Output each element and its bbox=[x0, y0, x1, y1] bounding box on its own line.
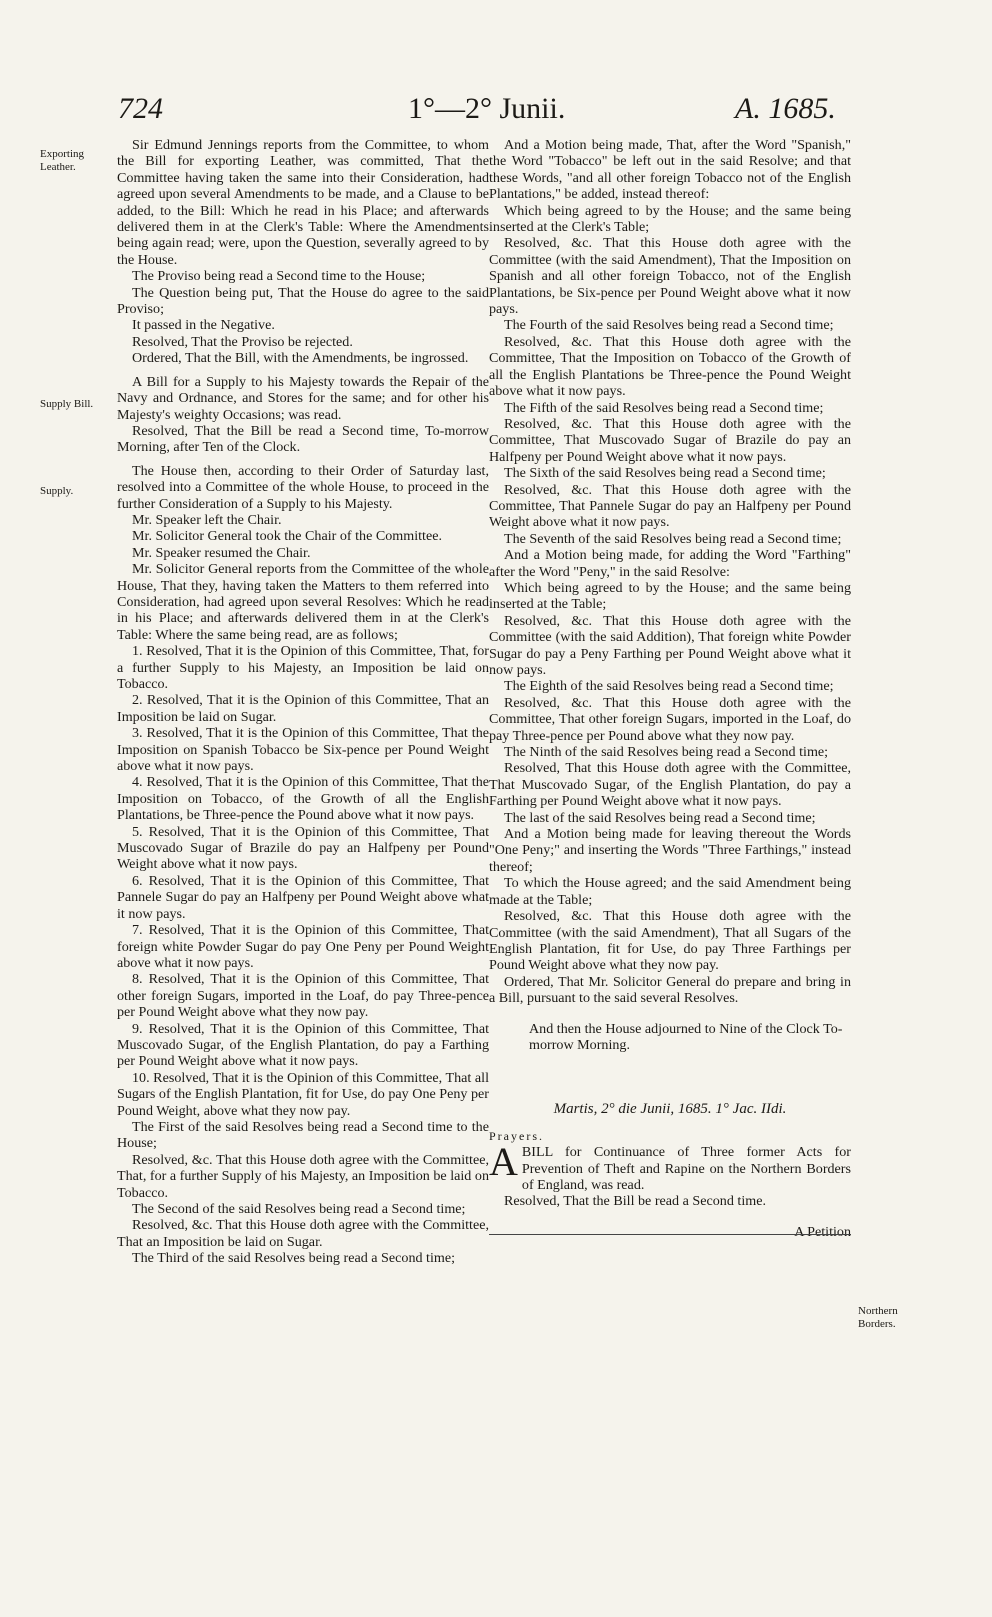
paragraph: Ordered, That Mr. Solicitor General do prepare and bring in a Bill, pursuant to the said several Resolves. bbox=[489, 973, 851, 1007]
paragraph: Which being agreed to by the House; and the same being inserted at the Table; bbox=[489, 579, 851, 613]
right-column bbox=[489, 137, 851, 1240]
paragraph: 3. Resolved, That it is the Opinion of this Committee, That the Imposition on Spanish Tobacco be Six-pence per Pound Weight above what it now pays. bbox=[117, 725, 489, 775]
paragraph: Resolved, &c. That this House doth agree with the Committee (with the said Amendment), That all Sugars of the English Plantation, fit for Use, do pay Three Farthings per Pound Weight above what they now pay. bbox=[489, 908, 851, 974]
paragraph: Resolved, &c. That this House doth agree with the Committee, That, for a further Supply of his Majesty, an Imposition be laid on Tobacco. bbox=[117, 1151, 489, 1201]
paragraph: The First of the said Resolves being read a Second time to the House; bbox=[117, 1118, 489, 1152]
margin-note-supply: Supply. bbox=[40, 485, 74, 497]
page-number: 724 bbox=[118, 92, 163, 125]
bill-text: BILL for Continuance of Three former Acts for Prevention of Theft and Rapine on the Northern Borders of England, was read. bbox=[521, 1144, 851, 1193]
margin-note-supply-bill: Supply Bill. bbox=[40, 398, 94, 410]
margin-note-exporting: Exporting Leather. bbox=[40, 148, 84, 173]
paragraph: Resolved, &c. That this House doth agree with the Committee, That Pannele Sugar do pay an Halfpeny per Pound Weight above what it now pays. bbox=[489, 481, 851, 531]
paragraph: It passed in the Negative. bbox=[132, 317, 275, 334]
paragraph: A Bill for a Supply to his Majesty towards the Repair of the Navy and Ordnance, and Stores for the same; and for other his Majesty's weighty Occasions; was read. bbox=[117, 373, 489, 423]
paragraph: 2. Resolved, That it is the Opinion of this Committee, That an Imposition be laid on Sugar. bbox=[117, 692, 489, 725]
paragraph: The Eighth of the said Resolves being read a Second time; bbox=[504, 678, 834, 695]
drop-cap: A bbox=[489, 1139, 518, 1185]
paragraph: Resolved, &c. That this House doth agree with the Committee, That other foreign Sugars, imported in the Loaf, do pay Three-pence per Pound above what they now pay. bbox=[489, 694, 851, 744]
paragraph: The Third of the said Resolves being read a Second time; bbox=[132, 1250, 456, 1267]
paragraph: The Second of the said Resolves being read a Second time; bbox=[132, 1201, 466, 1217]
paragraph: The Ninth of the said Resolves being read a Second time; bbox=[504, 744, 829, 761]
paragraph: Resolved, &c. That this House doth agree with the Committee (with the said Addition), That foreign white Powder Sugar do pay a Peny Farthing per Pound Weight above what it now pays. bbox=[489, 612, 851, 678]
prayers-heading: Prayers. bbox=[489, 1128, 544, 1143]
paragraph: Mr. Solicitor General took the Chair of the Committee. bbox=[132, 528, 443, 545]
paragraph: The Proviso being read a Second time to the House; bbox=[132, 268, 426, 285]
paragraph: 4. Resolved, That it is the Opinion of this Committee, That the Imposition on Tobacco, of the Growth of all the English Plantations, be Three-pence the Pound above what it now pays. bbox=[117, 774, 489, 824]
paragraph: Ordered, That the Bill, with the Amendments, be ingrossed. bbox=[132, 350, 469, 367]
page-date-header: 1°—2° Junii. bbox=[408, 92, 566, 125]
paragraph: Resolved, &c. That this House doth agree with the Committee, That the Imposition on Tobacco of the Growth of all the English Plantations be Three-pence the Pound Weight above what it now pays. bbox=[489, 333, 851, 400]
paragraph: 5. Resolved, That it is the Opinion of this Committee, That Muscovado Sugar of Brazile do pay an Halfpeny per Pound Weight above what it now pays. bbox=[117, 823, 489, 873]
paragraph: And a Motion being made, for adding the Word "Farthing" after the Word "Peny," in the said Resolve: bbox=[489, 547, 851, 580]
paragraph bbox=[489, 1139, 851, 1193]
paragraph: The Sixth of the said Resolves being read a Second time; bbox=[504, 465, 826, 482]
paragraph: To which the House agreed; and the said Amendment being made at the Table; bbox=[489, 875, 851, 908]
catchword: A Petition bbox=[794, 1223, 851, 1240]
adjournment: And then the House adjourned to Nine of the Clock To-morrow Morning. bbox=[529, 1020, 843, 1053]
paragraph: 8. Resolved, That it is the Opinion of this Committee, That other foreign Sugars, imported in the Loaf, do pay Three-pence per Pound Weight above what they now pay. bbox=[117, 971, 489, 1021]
paragraph: 9. Resolved, That it is the Opinion of this Committee, That Muscovado Sugar, of the English Plantation, do pay a Farthing per Pound Weight above what it now pays. bbox=[117, 1020, 489, 1070]
section-divider bbox=[489, 1234, 851, 1235]
paragraph: 6. Resolved, That it is the Opinion of this Committee, That Pannele Sugar do pay an Halfpeny per Pound Weight above what it now pays. bbox=[117, 872, 489, 922]
paragraph: Mr. Speaker resumed the Chair. bbox=[132, 544, 311, 561]
paragraph: Mr. Solicitor General reports from the Committee of the whole House, That they, having taken the Matters to them referred into Consideration, had agreed upon several Resolves: Which he read in his Place; and afterwards delivered them in at the Clerk's Table: Where the same being read, are as follows; bbox=[117, 561, 489, 643]
paragraph: The Fourth of the said Resolves being read a Second time; bbox=[504, 317, 834, 334]
paragraph: The Seventh of the said Resolves being read a Second time; bbox=[504, 530, 842, 547]
paragraph: The House then, according to their Order of Saturday last, resolved into a Committee of the whole House, to proceed in the further Consideration of a Supply to his Majesty. bbox=[117, 462, 489, 512]
paragraph: Sir Edmund Jennings reports from the Committee, to whom the Bill for exporting Leather, was committed, That the Committee having taken the same into their Consideration, had agreed upon several Amendments to be made, and a Clause to be added, to the Bill: Which he read in his Place; and afterwards delivered them in at the Clerk's Table: Where the Amendments being again read; were, upon the Question, severally agreed to by the House. bbox=[117, 137, 489, 268]
paragraph: And a Motion being made, That, after the Word "Spanish," the Word "Tobacco" be left out in the said Resolve; and that these Words, "and all other foreign Tobacco not of the English Plantations," be added, instead thereof: bbox=[489, 137, 851, 203]
paragraph: The Question being put, That the House do agree to the said Proviso; bbox=[117, 284, 489, 318]
paragraph: Which being agreed to by the House; and the same being inserted at the Clerk's Table; bbox=[489, 202, 851, 236]
paragraph: 1. Resolved, That it is the Opinion of this Committee, That, for a further Supply to his Majesty, an Imposition be laid on Tobacco. bbox=[117, 643, 489, 692]
paragraph: Resolved, That the Bill be read a Second time. bbox=[504, 1193, 766, 1210]
paragraph: Mr. Speaker left the Chair. bbox=[132, 511, 282, 528]
paragraph: Resolved, That the Bill be read a Second time, To-morrow Morning, after Ten of the Clock. bbox=[117, 422, 489, 456]
paragraph: The Fifth of the said Resolves being read a Second time; bbox=[504, 399, 824, 416]
paragraph: Resolved, &c. That this House doth agree with the Committee (with the said Amendment), That the Imposition on Spanish and all other foreign Tobacco, not of the English Plantations, be Six-pence per Pound Weight above what it now pays. bbox=[489, 235, 851, 318]
paragraph: 10. Resolved, That it is the Opinion of this Committee, That all Sugars of the English Plantation, fit for Use, do pay One Peny per Pound Weight, above what they now pay. bbox=[117, 1069, 489, 1119]
page-year: A. 1685. bbox=[735, 92, 836, 125]
paragraph: Resolved, &c. That this House doth agree with the Committee, That an Imposition be laid on Sugar. bbox=[117, 1217, 489, 1250]
paragraph: Resolved, That this House doth agree with the Committee, That Muscovado Sugar, of the English Plantation, do pay a Farthing per Pound Weight above what it now pays. bbox=[489, 760, 851, 810]
paragraph: Resolved, That the Proviso be rejected. bbox=[132, 333, 353, 350]
paragraph: And a Motion being made for leaving thereout the Words "One Peny;" and inserting the Words "Three Farthings," instead thereof; bbox=[489, 826, 851, 875]
paragraph: 7. Resolved, That it is the Opinion of this Committee, That foreign white Powder Sugar do pay One Peny per Pound Weight above what it now pays. bbox=[117, 922, 489, 971]
paragraph: Resolved, &c. That this House doth agree with the Committee, That Muscovado Sugar of Brazile do pay an Halfpeny per Pound Weight above what it now pays. bbox=[489, 415, 851, 465]
paragraph: The last of the said Resolves being read a Second time; bbox=[504, 809, 816, 826]
margin-note-northern: Northern Borders. bbox=[858, 1305, 898, 1330]
day-heading: Martis, 2° die Junii, 1685. 1° Jac. IIdi. bbox=[553, 1101, 787, 1118]
left-column bbox=[117, 137, 489, 1267]
